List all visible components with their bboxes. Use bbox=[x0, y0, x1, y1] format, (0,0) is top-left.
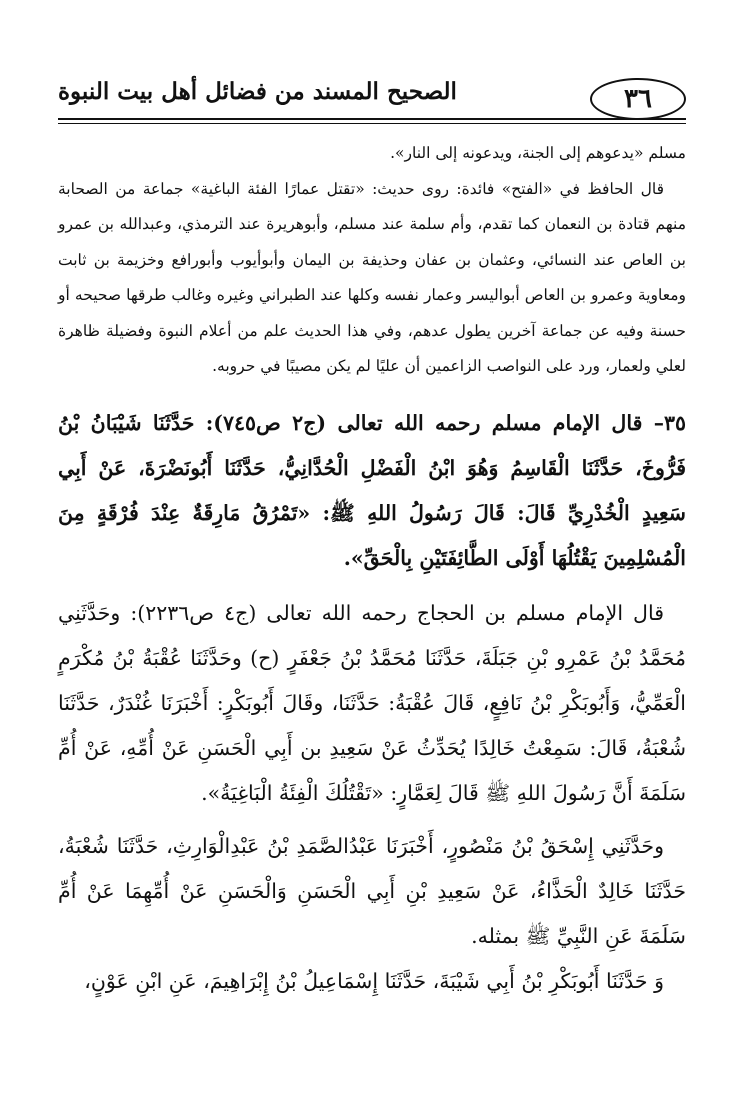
running-title: الصحيح المسند من فضائل أهل بيت النبوة bbox=[58, 78, 457, 105]
hadith-paragraph: ٣٥– قال الإمام مسلم رحمه الله تعالى (ج٢ ص٧٤٥): حَدَّثَنَا شَيْبَانُ بْنُ فَرُّوخَ، حَدَّثَنَا الْقَاسِمُ وَهُوَ ابْنُ الْفَضْلِ الْحُدَّانِيُّ، حَدَّثَنَا أَبُونَضْرَةَ، عَنْ أَبِي سَعِيدٍ الْخُدْرِيِّ قَالَ: قَالَ رَسُولُ اللهِ ﷺ: «تَمْرُقُ مَارِقَةٌ عِنْدَ فُرْقَةٍ مِنَ الْمُسْلِمِينَ يَقْتُلُهَا أَوْلَى الطَّائِفَتَيْنِ بِالْحَقِّ». bbox=[58, 410, 686, 570]
hadith-paragraph: وَ حَدَّثَنَا أَبُوبَكْرِ بْنُ أَبِي شَيْبَةَ، حَدَّثَنَا إِسْمَاعِيلُ بْنُ إِبْرَاهِيمَ، عَنِ ابْنِ عَوْنٍ، bbox=[84, 968, 664, 993]
page-number: ٣٦ bbox=[590, 78, 686, 120]
header-rule-thin bbox=[58, 123, 686, 124]
commentary-paragraph: مسلم «يدعوهم إلى الجنة، ويدعونه إلى النار». bbox=[390, 144, 686, 162]
hadith-paragraph: وحَدَّثَنِي إِسْحَقُ بْنُ مَنْصُورٍ، أَخْبَرَنَا عَبْدُالصَّمَدِ بْنُ عَبْدِالْوَارِثِ، حَدَّثَنَا شُعْبَةُ، حَدَّثَنَا خَالِدٌ الْحَذَّاءُ، عَنْ سَعِيدِ بْنِ أَبِي الْحَسَنِ وَالْحَسَنِ عَنْ أُمِّهِمَا عَنْ أُمِّ سَلَمَةَ عَنِ النَّبِيِّ ﷺ بمثله. bbox=[58, 833, 686, 948]
header-rule-thick bbox=[58, 118, 686, 120]
hadith-paragraph: قال الإمام مسلم بن الحجاج رحمه الله تعالى (ج٤ ص٢٢٣٦): وحَدَّثَنِي مُحَمَّدُ بْنُ عَمْرِو بْنِ جَبَلَةَ، حَدَّثَنَا مُحَمَّدُ بْنُ جَعْفَرٍ (ح) وحَدَّثَنَا عُقْبَةُ بْنُ مُكْرَمٍ الْعَمِّيُّ، وَأَبُوبَكْرِ بْنُ نَافِعٍ، قَالَ عُقْبَةُ: حَدَّثَنَا، وقَالَ أَبُوبَكْرٍ: أَخْبَرَنَا غُنْدَرٌ، حَدَّثَنَا شُعْبَةُ، قَالَ: سَمِعْتُ خَالِدًا يُحَدِّثُ عَنْ سَعِيدِ بن أَبِي الْحَسَنِ عَنْ أُمِّهِ، عَنْ أُمِّ سَلَمَةَ أَنَّ رَسُولَ اللهِ ﷺ قَالَ لِعَمَّارٍ: «تَقْتُلُكَ الْفِئَةُ الْبَاغِيَةُ». bbox=[58, 600, 686, 805]
page-header bbox=[58, 72, 686, 122]
commentary-paragraph: قال الحافظ في «الفتح» فائدة: روى حديث: «تقتل عمارًا الفئة الباغية» جماعة من الصحابة منهم قتادة بن النعمان كما تقدم، وأم سلمة عند مسلم، وأبوهريرة عند الترمذي، وعبدالله بن عمرو بن العاص عند النسائي، وعثمان بن عفان وحذيفة بن اليمان وأبوأيوب وأبورافع وخزيمة بن ثابت ومعاوية وعمرو بن العاص أبواليسر وعمار نفسه وكلها عند الطبراني وغيره وغالب طرقها صحيحه أو حسنة وفيه عن جماعة آخرين يطول عدهم، وفي هذا الحديث علم من أعلام النبوة وفضيلة ظاهرة لعلي ولعمار، ورد على النواصب الزاعمين أن عليًا لم يكن مصيبًا في حروبه. bbox=[58, 179, 686, 375]
page-body bbox=[58, 136, 686, 1004]
